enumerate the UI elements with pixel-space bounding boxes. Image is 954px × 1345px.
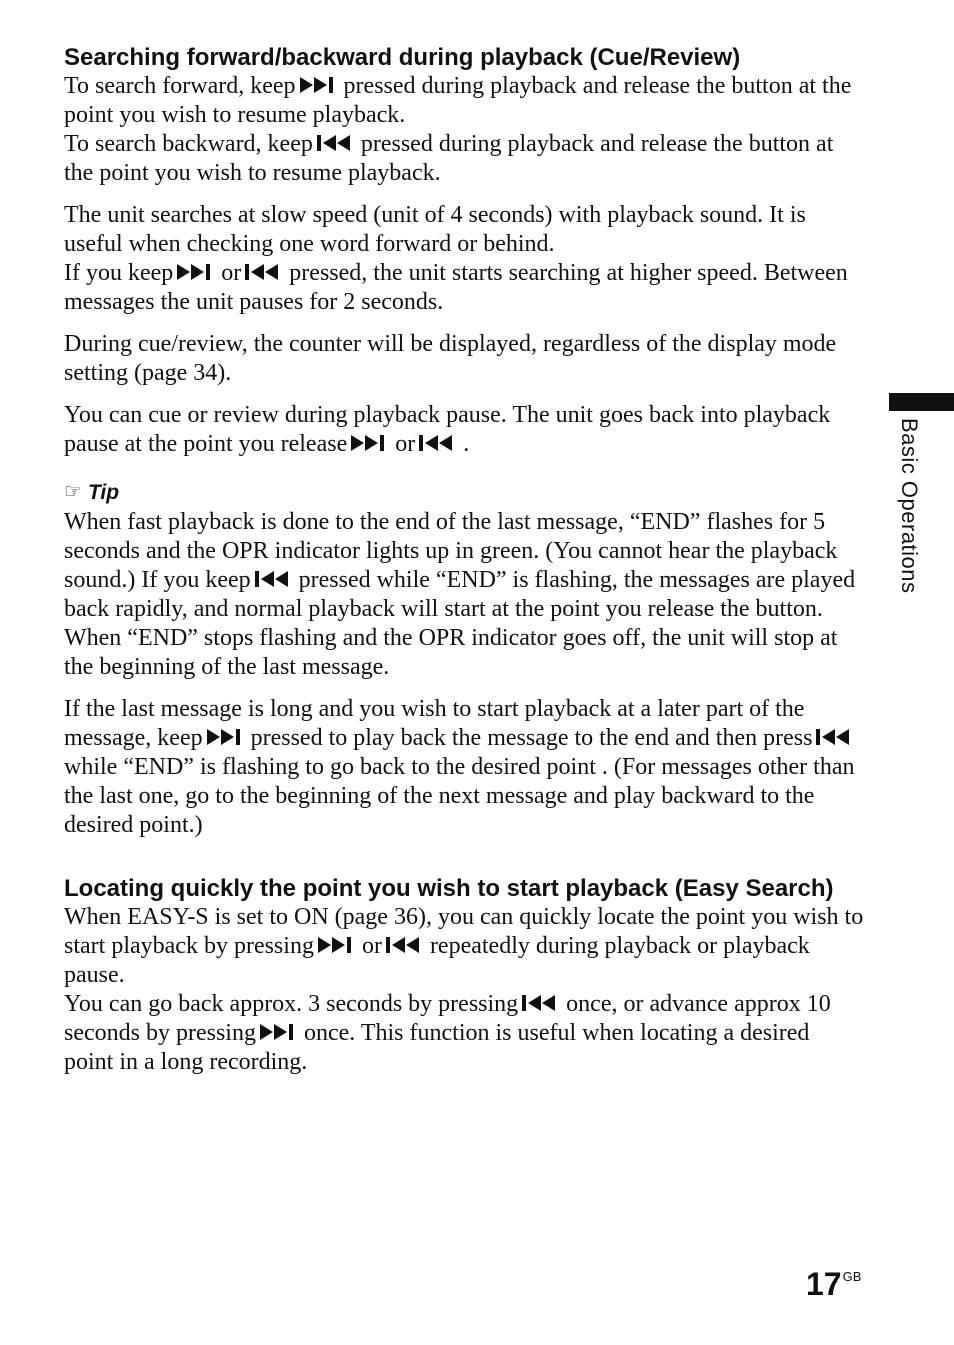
- text: once. This function is useful when locating a desired point in a long recording.: [64, 1020, 810, 1075]
- text: pressed, the unit starts searching at higher speed. Between messages the unit pauses for 2 seconds.: [64, 260, 848, 315]
- easy-paragraph-1: [64, 903, 864, 990]
- text: When fast playback is done to the end of the last message, “END” flashes for 5 seconds and the OPR indicator lights up in green. (You cannot hear the playback sound.) If you keep: [64, 509, 838, 593]
- text: or: [221, 260, 242, 286]
- text: .: [463, 431, 470, 457]
- previous-track-icon: [255, 570, 295, 588]
- text: or: [361, 933, 382, 959]
- tip-heading: [64, 479, 864, 506]
- text: while “END” is flashing to go back to the desired point . (For messages other than the last one, go to the beginning of the next message and play backward to the desired point.): [64, 754, 855, 838]
- easy-search-heading: Locating quickly the point you wish to start playback (Easy Search): [64, 875, 834, 902]
- cue-paragraph-5: During cue/review, the counter will be displayed, regardless of the display mode setting (page 34).: [64, 331, 837, 386]
- section-side-label: Basic Operations: [897, 418, 922, 594]
- text: If you keep: [64, 260, 174, 286]
- page-number: [806, 1266, 861, 1303]
- previous-track-icon: [386, 936, 426, 954]
- page-number-value: 17: [806, 1266, 842, 1302]
- text: repeatedly during playback or playback pause.: [64, 933, 810, 988]
- text: once, or advance approx 10 seconds by pressing: [64, 991, 831, 1046]
- previous-track-icon: [245, 263, 285, 281]
- tip-paragraph-2: When “END” stops flashing and the OPR indicator goes off, the unit will stop at the beginning of the last message.: [64, 625, 838, 680]
- previous-track-icon: [317, 134, 357, 152]
- cue-paragraph-1: [64, 72, 864, 130]
- text: When EASY-S is set to ON (page 36), you can quickly locate the point you wish to start playback by pressing: [64, 904, 864, 959]
- section-tab-marker: [889, 393, 954, 411]
- text: If the last message is long and you wish to start playback at a later part of the message, keep: [64, 696, 805, 751]
- cue-paragraph-4: [64, 259, 864, 317]
- tip-hand-icon: ☞: [64, 481, 82, 503]
- cue-review-heading: Searching forward/backward during playback (Cue/Review): [64, 44, 741, 71]
- cue-paragraph-6: [64, 401, 864, 459]
- page-content: [64, 43, 864, 1077]
- cue-paragraph-3: The unit searches at slow speed (unit of 4 seconds) with playback sound. It is useful when checking one word forward or behind.: [64, 202, 806, 257]
- page-number-suffix: GB: [842, 1269, 862, 1284]
- next-track-icon: [177, 263, 217, 281]
- next-track-icon: [260, 1023, 300, 1041]
- tip-paragraph-1: [64, 508, 864, 624]
- tip-paragraph-3: [64, 695, 864, 840]
- previous-track-icon: [816, 728, 856, 746]
- text: pressed to play back the message to the end and then press: [250, 725, 813, 751]
- next-track-icon: [300, 76, 340, 94]
- cue-paragraph-2: [64, 130, 864, 188]
- text: You can cue or review during playback pause. The unit goes back into playback pause at the point you release: [64, 402, 831, 457]
- next-track-icon: [318, 936, 358, 954]
- previous-track-icon: [522, 994, 562, 1012]
- easy-paragraph-2: [64, 990, 864, 1077]
- text: pressed while “END” is flashing, the messages are played back rapidly, and normal playback will start at the point you release the button.: [64, 567, 856, 622]
- next-track-icon: [351, 434, 391, 452]
- text: To search forward, keep: [64, 73, 296, 99]
- text: To search backward, keep: [64, 131, 313, 157]
- previous-track-icon: [419, 434, 459, 452]
- text: You can go back approx. 3 seconds by pressing: [64, 991, 519, 1017]
- text: pressed during playback and release the button at the point you wish to resume playback.: [64, 131, 834, 186]
- text: or: [395, 431, 416, 457]
- text: pressed during playback and release the button at the point you wish to resume playback.: [64, 73, 852, 128]
- next-track-icon: [207, 728, 247, 746]
- tip-label: Tip: [87, 481, 120, 504]
